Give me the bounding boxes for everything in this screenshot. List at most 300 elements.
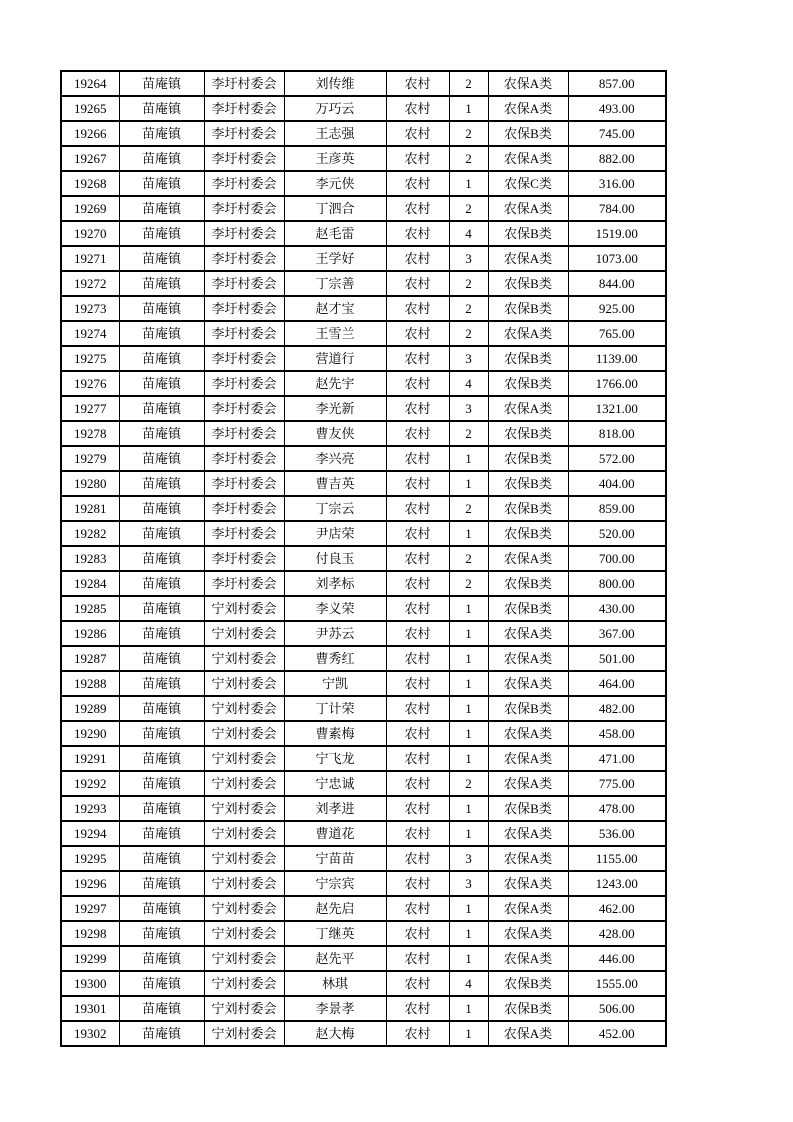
cell-person-count: 1 — [449, 796, 488, 821]
cell-person-name: 刘孝标 — [284, 571, 386, 596]
table-row — [61, 696, 666, 721]
cell-village-committee: 宁刘村委会 — [204, 921, 284, 946]
cell-amount: 478.00 — [568, 796, 666, 821]
cell-record-id: 19302 — [61, 1021, 119, 1046]
cell-record-id: 19297 — [61, 896, 119, 921]
cell-town: 苗庵镇 — [119, 921, 204, 946]
table-row — [61, 221, 666, 246]
cell-residence-type: 农村 — [386, 421, 449, 446]
cell-town: 苗庵镇 — [119, 296, 204, 321]
cell-residence-type: 农村 — [386, 196, 449, 221]
cell-town: 苗庵镇 — [119, 271, 204, 296]
cell-insurance-category: 农保A类 — [488, 946, 568, 971]
cell-town: 苗庵镇 — [119, 496, 204, 521]
table-row — [61, 996, 666, 1021]
table-row — [61, 146, 666, 171]
cell-insurance-category: 农保A类 — [488, 246, 568, 271]
cell-insurance-category: 农保A类 — [488, 621, 568, 646]
cell-record-id: 19267 — [61, 146, 119, 171]
cell-person-count: 2 — [449, 571, 488, 596]
cell-record-id: 19273 — [61, 296, 119, 321]
cell-person-name: 万巧云 — [284, 96, 386, 121]
cell-insurance-category: 农保A类 — [488, 821, 568, 846]
cell-person-count: 2 — [449, 296, 488, 321]
cell-village-committee: 宁刘村委会 — [204, 846, 284, 871]
cell-amount: 1519.00 — [568, 221, 666, 246]
cell-residence-type: 农村 — [386, 946, 449, 971]
cell-record-id: 19290 — [61, 721, 119, 746]
cell-record-id: 19279 — [61, 446, 119, 471]
cell-village-committee: 李圩村委会 — [204, 571, 284, 596]
cell-person-count: 1 — [449, 921, 488, 946]
cell-town: 苗庵镇 — [119, 571, 204, 596]
cell-town: 苗庵镇 — [119, 246, 204, 271]
cell-person-count: 1 — [449, 671, 488, 696]
cell-person-name: 王志强 — [284, 121, 386, 146]
cell-insurance-category: 农保B类 — [488, 121, 568, 146]
cell-person-count: 4 — [449, 971, 488, 996]
cell-record-id: 19300 — [61, 971, 119, 996]
cell-record-id: 19264 — [61, 71, 119, 96]
cell-person-count: 1 — [449, 646, 488, 671]
cell-person-count: 2 — [449, 121, 488, 146]
cell-insurance-category: 农保A类 — [488, 921, 568, 946]
cell-person-name: 尹苏云 — [284, 621, 386, 646]
cell-person-count: 1 — [449, 946, 488, 971]
cell-town: 苗庵镇 — [119, 946, 204, 971]
cell-residence-type: 农村 — [386, 396, 449, 421]
cell-amount: 859.00 — [568, 496, 666, 521]
table-row — [61, 621, 666, 646]
cell-person-name: 王雪兰 — [284, 321, 386, 346]
cell-insurance-category: 农保A类 — [488, 396, 568, 421]
cell-person-name: 李义荣 — [284, 596, 386, 621]
cell-residence-type: 农村 — [386, 921, 449, 946]
cell-town: 苗庵镇 — [119, 1021, 204, 1046]
table-row — [61, 546, 666, 571]
cell-village-committee: 宁刘村委会 — [204, 621, 284, 646]
cell-residence-type: 农村 — [386, 471, 449, 496]
table-row — [61, 871, 666, 896]
cell-person-name: 宁凯 — [284, 671, 386, 696]
cell-person-count: 1 — [449, 446, 488, 471]
cell-person-count: 1 — [449, 821, 488, 846]
cell-village-committee: 李圩村委会 — [204, 421, 284, 446]
cell-person-name: 宁苗苗 — [284, 846, 386, 871]
cell-record-id: 19281 — [61, 496, 119, 521]
cell-residence-type: 农村 — [386, 746, 449, 771]
cell-person-count: 2 — [449, 546, 488, 571]
cell-insurance-category: 农保A类 — [488, 746, 568, 771]
cell-record-id: 19298 — [61, 921, 119, 946]
cell-amount: 1139.00 — [568, 346, 666, 371]
cell-town: 苗庵镇 — [119, 371, 204, 396]
cell-residence-type: 农村 — [386, 546, 449, 571]
cell-residence-type: 农村 — [386, 296, 449, 321]
cell-residence-type: 农村 — [386, 1021, 449, 1046]
cell-person-count: 4 — [449, 371, 488, 396]
cell-record-id: 19286 — [61, 621, 119, 646]
cell-person-name: 丁宗善 — [284, 271, 386, 296]
table-row — [61, 396, 666, 421]
table-row — [61, 521, 666, 546]
cell-amount: 501.00 — [568, 646, 666, 671]
cell-person-name: 赵先平 — [284, 946, 386, 971]
cell-village-committee: 宁刘村委会 — [204, 871, 284, 896]
cell-residence-type: 农村 — [386, 96, 449, 121]
cell-record-id: 19272 — [61, 271, 119, 296]
cell-residence-type: 农村 — [386, 871, 449, 896]
cell-person-name: 赵大梅 — [284, 1021, 386, 1046]
cell-record-id: 19284 — [61, 571, 119, 596]
cell-residence-type: 农村 — [386, 796, 449, 821]
cell-person-count: 2 — [449, 321, 488, 346]
table-row — [61, 746, 666, 771]
cell-record-id: 19270 — [61, 221, 119, 246]
cell-person-count: 3 — [449, 396, 488, 421]
cell-residence-type: 农村 — [386, 171, 449, 196]
cell-person-name: 宁宗宾 — [284, 871, 386, 896]
cell-amount: 1155.00 — [568, 846, 666, 871]
cell-insurance-category: 农保B类 — [488, 521, 568, 546]
cell-amount: 452.00 — [568, 1021, 666, 1046]
cell-person-count: 2 — [449, 771, 488, 796]
cell-town: 苗庵镇 — [119, 621, 204, 646]
table-row — [61, 421, 666, 446]
cell-village-committee: 李圩村委会 — [204, 321, 284, 346]
cell-village-committee: 李圩村委会 — [204, 246, 284, 271]
cell-insurance-category: 农保B类 — [488, 596, 568, 621]
cell-village-committee: 宁刘村委会 — [204, 746, 284, 771]
table-row — [61, 671, 666, 696]
cell-amount: 367.00 — [568, 621, 666, 646]
cell-record-id: 19275 — [61, 346, 119, 371]
table-row — [61, 721, 666, 746]
cell-residence-type: 农村 — [386, 996, 449, 1021]
cell-insurance-category: 农保B类 — [488, 296, 568, 321]
cell-record-id: 19294 — [61, 821, 119, 846]
cell-person-name: 李兴亮 — [284, 446, 386, 471]
table-row — [61, 371, 666, 396]
cell-village-committee: 宁刘村委会 — [204, 796, 284, 821]
cell-village-committee: 李圩村委会 — [204, 121, 284, 146]
cell-person-count: 1 — [449, 996, 488, 1021]
cell-village-committee: 李圩村委会 — [204, 96, 284, 121]
cell-insurance-category: 农保A类 — [488, 671, 568, 696]
cell-person-name: 王彦英 — [284, 146, 386, 171]
cell-town: 苗庵镇 — [119, 696, 204, 721]
table-row — [61, 646, 666, 671]
cell-insurance-category: 农保B类 — [488, 471, 568, 496]
cell-insurance-category: 农保A类 — [488, 96, 568, 121]
table-row — [61, 921, 666, 946]
cell-village-committee: 李圩村委会 — [204, 171, 284, 196]
cell-person-name: 赵先启 — [284, 896, 386, 921]
cell-town: 苗庵镇 — [119, 871, 204, 896]
cell-town: 苗庵镇 — [119, 646, 204, 671]
cell-residence-type: 农村 — [386, 571, 449, 596]
cell-village-committee: 李圩村委会 — [204, 446, 284, 471]
cell-person-count: 2 — [449, 421, 488, 446]
cell-insurance-category: 农保B类 — [488, 446, 568, 471]
cell-town: 苗庵镇 — [119, 896, 204, 921]
cell-amount: 536.00 — [568, 821, 666, 846]
cell-record-id: 19285 — [61, 596, 119, 621]
cell-amount: 520.00 — [568, 521, 666, 546]
cell-person-count: 2 — [449, 71, 488, 96]
cell-residence-type: 农村 — [386, 721, 449, 746]
cell-village-committee: 李圩村委会 — [204, 146, 284, 171]
cell-person-count: 1 — [449, 596, 488, 621]
cell-town: 苗庵镇 — [119, 171, 204, 196]
cell-person-count: 1 — [449, 621, 488, 646]
cell-amount: 493.00 — [568, 96, 666, 121]
cell-amount: 446.00 — [568, 946, 666, 971]
cell-insurance-category: 农保A类 — [488, 846, 568, 871]
cell-village-committee: 宁刘村委会 — [204, 946, 284, 971]
table-row — [61, 346, 666, 371]
cell-village-committee: 宁刘村委会 — [204, 671, 284, 696]
table-row — [61, 596, 666, 621]
cell-person-name: 赵才宝 — [284, 296, 386, 321]
cell-amount: 1243.00 — [568, 871, 666, 896]
cell-person-name: 丁泗合 — [284, 196, 386, 221]
table-row — [61, 1021, 666, 1046]
cell-record-id: 19282 — [61, 521, 119, 546]
table-body — [61, 71, 666, 1046]
cell-amount: 428.00 — [568, 921, 666, 946]
cell-insurance-category: 农保B类 — [488, 421, 568, 446]
cell-residence-type: 农村 — [386, 596, 449, 621]
cell-village-committee: 宁刘村委会 — [204, 1021, 284, 1046]
cell-insurance-category: 农保B类 — [488, 371, 568, 396]
cell-amount: 1555.00 — [568, 971, 666, 996]
cell-person-name: 李光新 — [284, 396, 386, 421]
cell-record-id: 19293 — [61, 796, 119, 821]
cell-amount: 1766.00 — [568, 371, 666, 396]
cell-village-committee: 宁刘村委会 — [204, 721, 284, 746]
table-row — [61, 321, 666, 346]
cell-amount: 775.00 — [568, 771, 666, 796]
cell-village-committee: 宁刘村委会 — [204, 596, 284, 621]
cell-person-name: 曹吉英 — [284, 471, 386, 496]
cell-residence-type: 农村 — [386, 771, 449, 796]
cell-insurance-category: 农保A类 — [488, 1021, 568, 1046]
cell-person-count: 1 — [449, 896, 488, 921]
cell-town: 苗庵镇 — [119, 321, 204, 346]
cell-town: 苗庵镇 — [119, 771, 204, 796]
cell-town: 苗庵镇 — [119, 421, 204, 446]
cell-village-committee: 李圩村委会 — [204, 71, 284, 96]
cell-town: 苗庵镇 — [119, 671, 204, 696]
cell-person-count: 1 — [449, 521, 488, 546]
cell-person-name: 付良玉 — [284, 546, 386, 571]
cell-town: 苗庵镇 — [119, 71, 204, 96]
cell-person-name: 曹道花 — [284, 821, 386, 846]
cell-village-committee: 李圩村委会 — [204, 546, 284, 571]
cell-amount: 404.00 — [568, 471, 666, 496]
cell-amount: 464.00 — [568, 671, 666, 696]
cell-residence-type: 农村 — [386, 346, 449, 371]
cell-insurance-category: 农保A类 — [488, 771, 568, 796]
cell-amount: 1073.00 — [568, 246, 666, 271]
cell-amount: 458.00 — [568, 721, 666, 746]
cell-town: 苗庵镇 — [119, 471, 204, 496]
cell-town: 苗庵镇 — [119, 196, 204, 221]
cell-person-name: 刘传维 — [284, 71, 386, 96]
cell-amount: 316.00 — [568, 171, 666, 196]
cell-residence-type: 农村 — [386, 671, 449, 696]
cell-amount: 882.00 — [568, 146, 666, 171]
cell-town: 苗庵镇 — [119, 546, 204, 571]
cell-residence-type: 农村 — [386, 621, 449, 646]
cell-town: 苗庵镇 — [119, 396, 204, 421]
cell-village-committee: 宁刘村委会 — [204, 821, 284, 846]
table-row — [61, 96, 666, 121]
cell-residence-type: 农村 — [386, 71, 449, 96]
cell-person-count: 1 — [449, 96, 488, 121]
cell-town: 苗庵镇 — [119, 446, 204, 471]
cell-person-name: 丁宗云 — [284, 496, 386, 521]
cell-amount: 462.00 — [568, 896, 666, 921]
cell-amount: 471.00 — [568, 746, 666, 771]
table-row — [61, 796, 666, 821]
table-row — [61, 171, 666, 196]
cell-person-name: 刘孝进 — [284, 796, 386, 821]
cell-person-name: 李元侠 — [284, 171, 386, 196]
cell-person-count: 3 — [449, 846, 488, 871]
cell-amount: 857.00 — [568, 71, 666, 96]
cell-insurance-category: 农保A类 — [488, 196, 568, 221]
cell-amount: 765.00 — [568, 321, 666, 346]
cell-insurance-category: 农保B类 — [488, 571, 568, 596]
cell-record-id: 19277 — [61, 396, 119, 421]
cell-insurance-category: 农保A类 — [488, 546, 568, 571]
cell-insurance-category: 农保B类 — [488, 796, 568, 821]
cell-person-name: 曹素梅 — [284, 721, 386, 746]
table-row — [61, 496, 666, 521]
cell-person-name: 营道行 — [284, 346, 386, 371]
cell-person-count: 1 — [449, 1021, 488, 1046]
cell-insurance-category: 农保B类 — [488, 696, 568, 721]
cell-person-name: 赵先宇 — [284, 371, 386, 396]
cell-insurance-category: 农保B类 — [488, 996, 568, 1021]
cell-record-id: 19299 — [61, 946, 119, 971]
cell-person-name: 曹秀红 — [284, 646, 386, 671]
cell-village-committee: 李圩村委会 — [204, 396, 284, 421]
cell-insurance-category: 农保C类 — [488, 171, 568, 196]
cell-person-name: 曹友侠 — [284, 421, 386, 446]
table-row — [61, 571, 666, 596]
cell-record-id: 19274 — [61, 321, 119, 346]
cell-insurance-category: 农保A类 — [488, 871, 568, 896]
cell-record-id: 19295 — [61, 846, 119, 871]
cell-insurance-category: 农保A类 — [488, 646, 568, 671]
cell-village-committee: 李圩村委会 — [204, 371, 284, 396]
cell-residence-type: 农村 — [386, 446, 449, 471]
cell-town: 苗庵镇 — [119, 846, 204, 871]
cell-record-id: 19291 — [61, 746, 119, 771]
cell-town: 苗庵镇 — [119, 596, 204, 621]
cell-town: 苗庵镇 — [119, 821, 204, 846]
cell-person-name: 丁计荣 — [284, 696, 386, 721]
cell-amount: 700.00 — [568, 546, 666, 571]
table-row — [61, 471, 666, 496]
cell-town: 苗庵镇 — [119, 721, 204, 746]
cell-person-count: 2 — [449, 271, 488, 296]
table-row — [61, 271, 666, 296]
cell-record-id: 19265 — [61, 96, 119, 121]
cell-person-name: 王学好 — [284, 246, 386, 271]
cell-residence-type: 农村 — [386, 646, 449, 671]
cell-village-committee: 李圩村委会 — [204, 496, 284, 521]
table-row — [61, 296, 666, 321]
cell-record-id: 19296 — [61, 871, 119, 896]
cell-record-id: 19266 — [61, 121, 119, 146]
cell-village-committee: 李圩村委会 — [204, 271, 284, 296]
cell-residence-type: 农村 — [386, 521, 449, 546]
cell-person-name: 赵毛雷 — [284, 221, 386, 246]
cell-village-committee: 宁刘村委会 — [204, 771, 284, 796]
cell-insurance-category: 农保B类 — [488, 346, 568, 371]
cell-person-count: 3 — [449, 871, 488, 896]
cell-person-name: 宁飞龙 — [284, 746, 386, 771]
cell-record-id: 19280 — [61, 471, 119, 496]
cell-insurance-category: 农保A类 — [488, 146, 568, 171]
cell-amount: 430.00 — [568, 596, 666, 621]
cell-person-name: 宁忠诚 — [284, 771, 386, 796]
cell-village-committee: 李圩村委会 — [204, 471, 284, 496]
cell-record-id: 19269 — [61, 196, 119, 221]
cell-insurance-category: 农保B类 — [488, 971, 568, 996]
table-row — [61, 446, 666, 471]
cell-village-committee: 宁刘村委会 — [204, 996, 284, 1021]
cell-village-committee: 宁刘村委会 — [204, 896, 284, 921]
cell-person-count: 2 — [449, 196, 488, 221]
cell-record-id: 19301 — [61, 996, 119, 1021]
cell-town: 苗庵镇 — [119, 96, 204, 121]
cell-insurance-category: 农保A类 — [488, 721, 568, 746]
cell-person-count: 1 — [449, 746, 488, 771]
cell-person-count: 3 — [449, 246, 488, 271]
cell-town: 苗庵镇 — [119, 146, 204, 171]
cell-residence-type: 农村 — [386, 121, 449, 146]
cell-person-count: 1 — [449, 696, 488, 721]
cell-town: 苗庵镇 — [119, 121, 204, 146]
cell-person-name: 丁继英 — [284, 921, 386, 946]
cell-person-count: 1 — [449, 721, 488, 746]
cell-record-id: 19271 — [61, 246, 119, 271]
cell-residence-type: 农村 — [386, 846, 449, 871]
cell-person-count: 1 — [449, 171, 488, 196]
table-row — [61, 196, 666, 221]
cell-record-id: 19292 — [61, 771, 119, 796]
cell-town: 苗庵镇 — [119, 746, 204, 771]
table-row — [61, 946, 666, 971]
cell-residence-type: 农村 — [386, 696, 449, 721]
cell-town: 苗庵镇 — [119, 796, 204, 821]
cell-insurance-category: 农保A类 — [488, 321, 568, 346]
cell-residence-type: 农村 — [386, 146, 449, 171]
cell-record-id: 19287 — [61, 646, 119, 671]
cell-residence-type: 农村 — [386, 821, 449, 846]
cell-village-committee: 李圩村委会 — [204, 221, 284, 246]
cell-person-count: 1 — [449, 471, 488, 496]
cell-person-count: 3 — [449, 346, 488, 371]
table-row — [61, 71, 666, 96]
cell-residence-type: 农村 — [386, 321, 449, 346]
cell-person-count: 2 — [449, 496, 488, 521]
